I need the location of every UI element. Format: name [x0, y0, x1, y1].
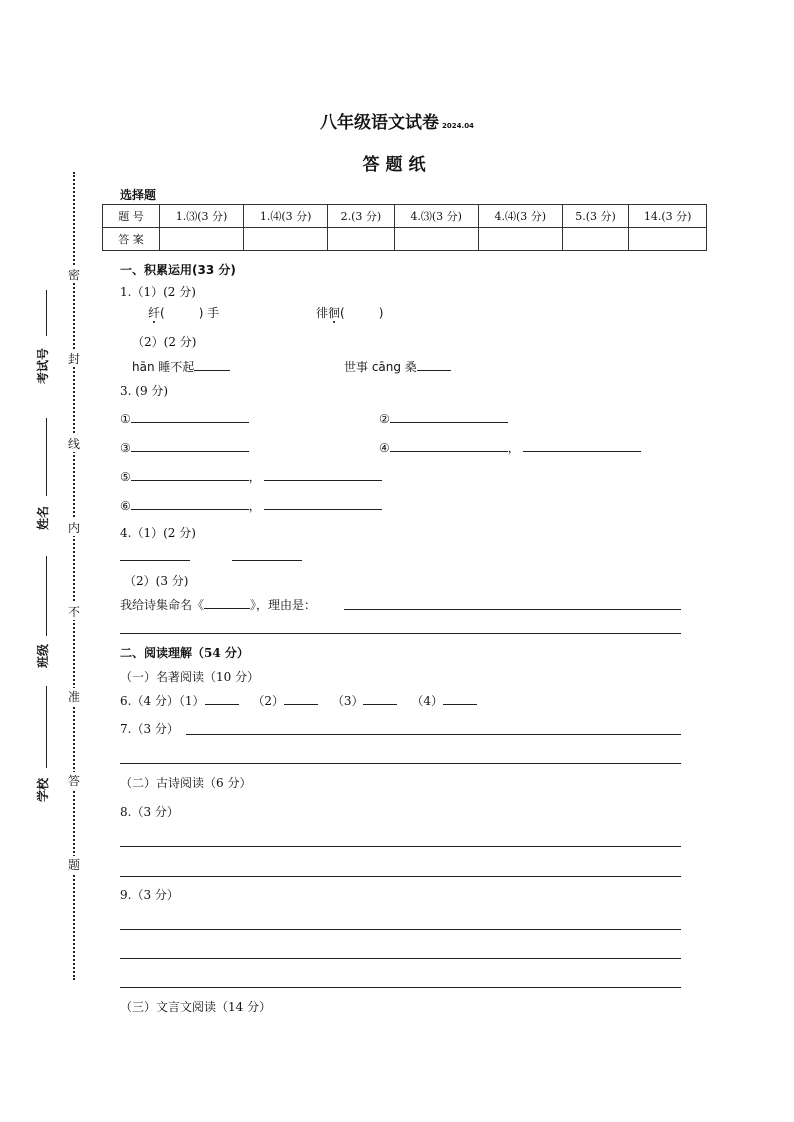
exam-number-field[interactable] — [46, 290, 47, 336]
answer-blank[interactable] — [390, 410, 508, 423]
dotted-character: 徊 — [328, 306, 341, 320]
q3-blank-2 — [379, 410, 508, 426]
table-row — [103, 228, 707, 251]
comma: ， — [248, 499, 261, 513]
answer-cell[interactable] — [328, 228, 394, 251]
seal-char: 不 — [67, 605, 80, 619]
table-row — [103, 205, 707, 228]
marker: ② — [379, 412, 390, 426]
answer-blank[interactable] — [264, 468, 382, 481]
exam-title — [0, 108, 794, 133]
answer-cell[interactable] — [562, 228, 628, 251]
column-header: 1.⑷(3 分) — [244, 205, 328, 228]
q6-item: （2） — [252, 694, 285, 708]
title-text: 八年级语文试卷 — [320, 113, 440, 133]
q1a-suffix: 手 — [207, 306, 220, 320]
marker: ③ — [120, 441, 131, 455]
answer-line[interactable] — [120, 876, 681, 877]
column-header: 4.⑷(3 分) — [478, 205, 562, 228]
column-header: 2.(3 分) — [328, 205, 394, 228]
part1-heading: 一、积累运用(33 分) — [120, 263, 236, 277]
answer-cell[interactable] — [478, 228, 562, 251]
pinyin-b-text: 世事 cāng 桑 — [344, 360, 417, 374]
marker: ⑥ — [120, 499, 131, 513]
seal-char: 线 — [67, 437, 80, 451]
q7-label: 7.（3 分） — [120, 722, 179, 736]
answer-sheet-subtitle: 答题纸 — [362, 155, 432, 175]
answer-blank[interactable] — [443, 692, 477, 705]
q3-blank-6 — [120, 497, 382, 514]
row-header: 题 号 — [103, 205, 160, 228]
q9-label: 9.（3 分） — [120, 888, 179, 902]
pinyin-b-blank[interactable] — [417, 358, 451, 371]
seal-char: 题 — [67, 858, 80, 872]
part2-sub1: （一）名著阅读（10 分） — [120, 670, 260, 684]
q8-label: 8.（3 分） — [120, 805, 179, 819]
exam-number-label: 考试号 — [36, 347, 50, 384]
choice-section-label: 选择题 — [120, 188, 157, 202]
answer-blank[interactable] — [363, 692, 397, 705]
q3-blank-3 — [120, 439, 249, 455]
q1-item-a: 纤( ) 手 — [148, 306, 220, 320]
marker: ① — [120, 412, 131, 426]
q6-label: 6.（4 分） — [120, 694, 179, 708]
collection-name-blank[interactable] — [204, 596, 250, 609]
column-header: 14.(3 分) — [629, 205, 707, 228]
name-field[interactable] — [46, 418, 47, 496]
answer-line[interactable] — [120, 987, 681, 988]
answer-cell[interactable] — [629, 228, 707, 251]
answer-line[interactable] — [120, 763, 681, 764]
column-header: 1.⑶(3 分) — [160, 205, 244, 228]
answer-blank[interactable] — [131, 410, 249, 423]
name-prefix: 我给诗集命名《 — [120, 598, 205, 612]
seal-char: 内 — [67, 521, 80, 535]
answer-blank[interactable] — [523, 439, 641, 452]
answer-line[interactable] — [344, 609, 681, 610]
answer-line[interactable] — [232, 560, 302, 561]
pinyin-a-blank[interactable] — [194, 358, 230, 371]
answer-line[interactable] — [186, 734, 681, 735]
answer-line[interactable] — [120, 958, 681, 959]
marker: ⑤ — [120, 470, 131, 484]
q4-naming-row — [120, 596, 316, 613]
q3-blank-4 — [379, 439, 641, 456]
column-header: 5.(3 分) — [562, 205, 628, 228]
q3-blank-5 — [120, 468, 382, 485]
q1b-prefix: 徘 — [316, 306, 329, 320]
q6-item: （1） — [178, 694, 205, 708]
answer-cell[interactable] — [244, 228, 328, 251]
answer-blank[interactable] — [131, 497, 249, 510]
school-label: 学校 — [36, 777, 50, 802]
answer-line[interactable] — [120, 846, 681, 847]
choice-answer-table — [102, 204, 707, 251]
q1-sub2-label: （2）(2 分) — [132, 335, 197, 349]
q4-label: 4.（1）(2 分) — [120, 526, 196, 540]
answer-cell[interactable] — [160, 228, 244, 251]
answer-blank[interactable] — [284, 692, 318, 705]
seal-char: 答 — [67, 774, 80, 788]
part2-sub3: （三）文言文阅读（14 分） — [120, 1000, 272, 1014]
school-field[interactable] — [46, 686, 47, 768]
dotted-character: 纤 — [148, 306, 161, 320]
class-label: 班级 — [36, 643, 50, 668]
answer-line[interactable] — [120, 560, 190, 561]
name-suffix: 》，理由是： — [250, 598, 317, 612]
class-field[interactable] — [46, 556, 47, 636]
answer-blank[interactable] — [131, 439, 249, 452]
comma: ， — [507, 441, 520, 455]
seal-char: 准 — [67, 690, 80, 704]
answer-blank[interactable] — [205, 692, 239, 705]
seal-char: 密 — [67, 268, 80, 282]
q3-label: 3. (9 分) — [120, 384, 169, 398]
answer-cell[interactable] — [394, 228, 478, 251]
part2-heading: 二、阅读理解（54 分） — [120, 646, 249, 660]
part2-sub2: （二）古诗阅读（6 分） — [120, 776, 252, 790]
row-header: 答 案 — [103, 228, 160, 251]
answer-blank[interactable] — [131, 468, 249, 481]
answer-line[interactable] — [120, 633, 681, 634]
marker: ④ — [379, 441, 390, 455]
exam-date: 2024.04 — [442, 122, 474, 130]
name-label: 姓名 — [36, 505, 50, 530]
seal-char: 封 — [67, 352, 80, 366]
q6-item: （3） — [331, 694, 364, 708]
comma: ， — [248, 470, 261, 484]
q6-row — [120, 692, 477, 709]
answer-blank[interactable] — [390, 439, 508, 452]
answer-blank[interactable] — [264, 497, 382, 510]
pinyin-item-b — [344, 358, 451, 375]
pinyin-a-text: hān 睡不起 — [132, 360, 195, 374]
q6-item: （4） — [411, 694, 443, 708]
q4-sub2-label: （2）(3 分) — [124, 574, 189, 588]
q3-blank-1 — [120, 410, 249, 426]
q1-label: 1.（1）(2 分) — [120, 285, 196, 299]
pinyin-item-a — [132, 358, 230, 375]
column-header: 4.⑶(3 分) — [394, 205, 478, 228]
q1-item-b: 徘徊( ) — [316, 306, 384, 320]
answer-line[interactable] — [120, 929, 681, 930]
